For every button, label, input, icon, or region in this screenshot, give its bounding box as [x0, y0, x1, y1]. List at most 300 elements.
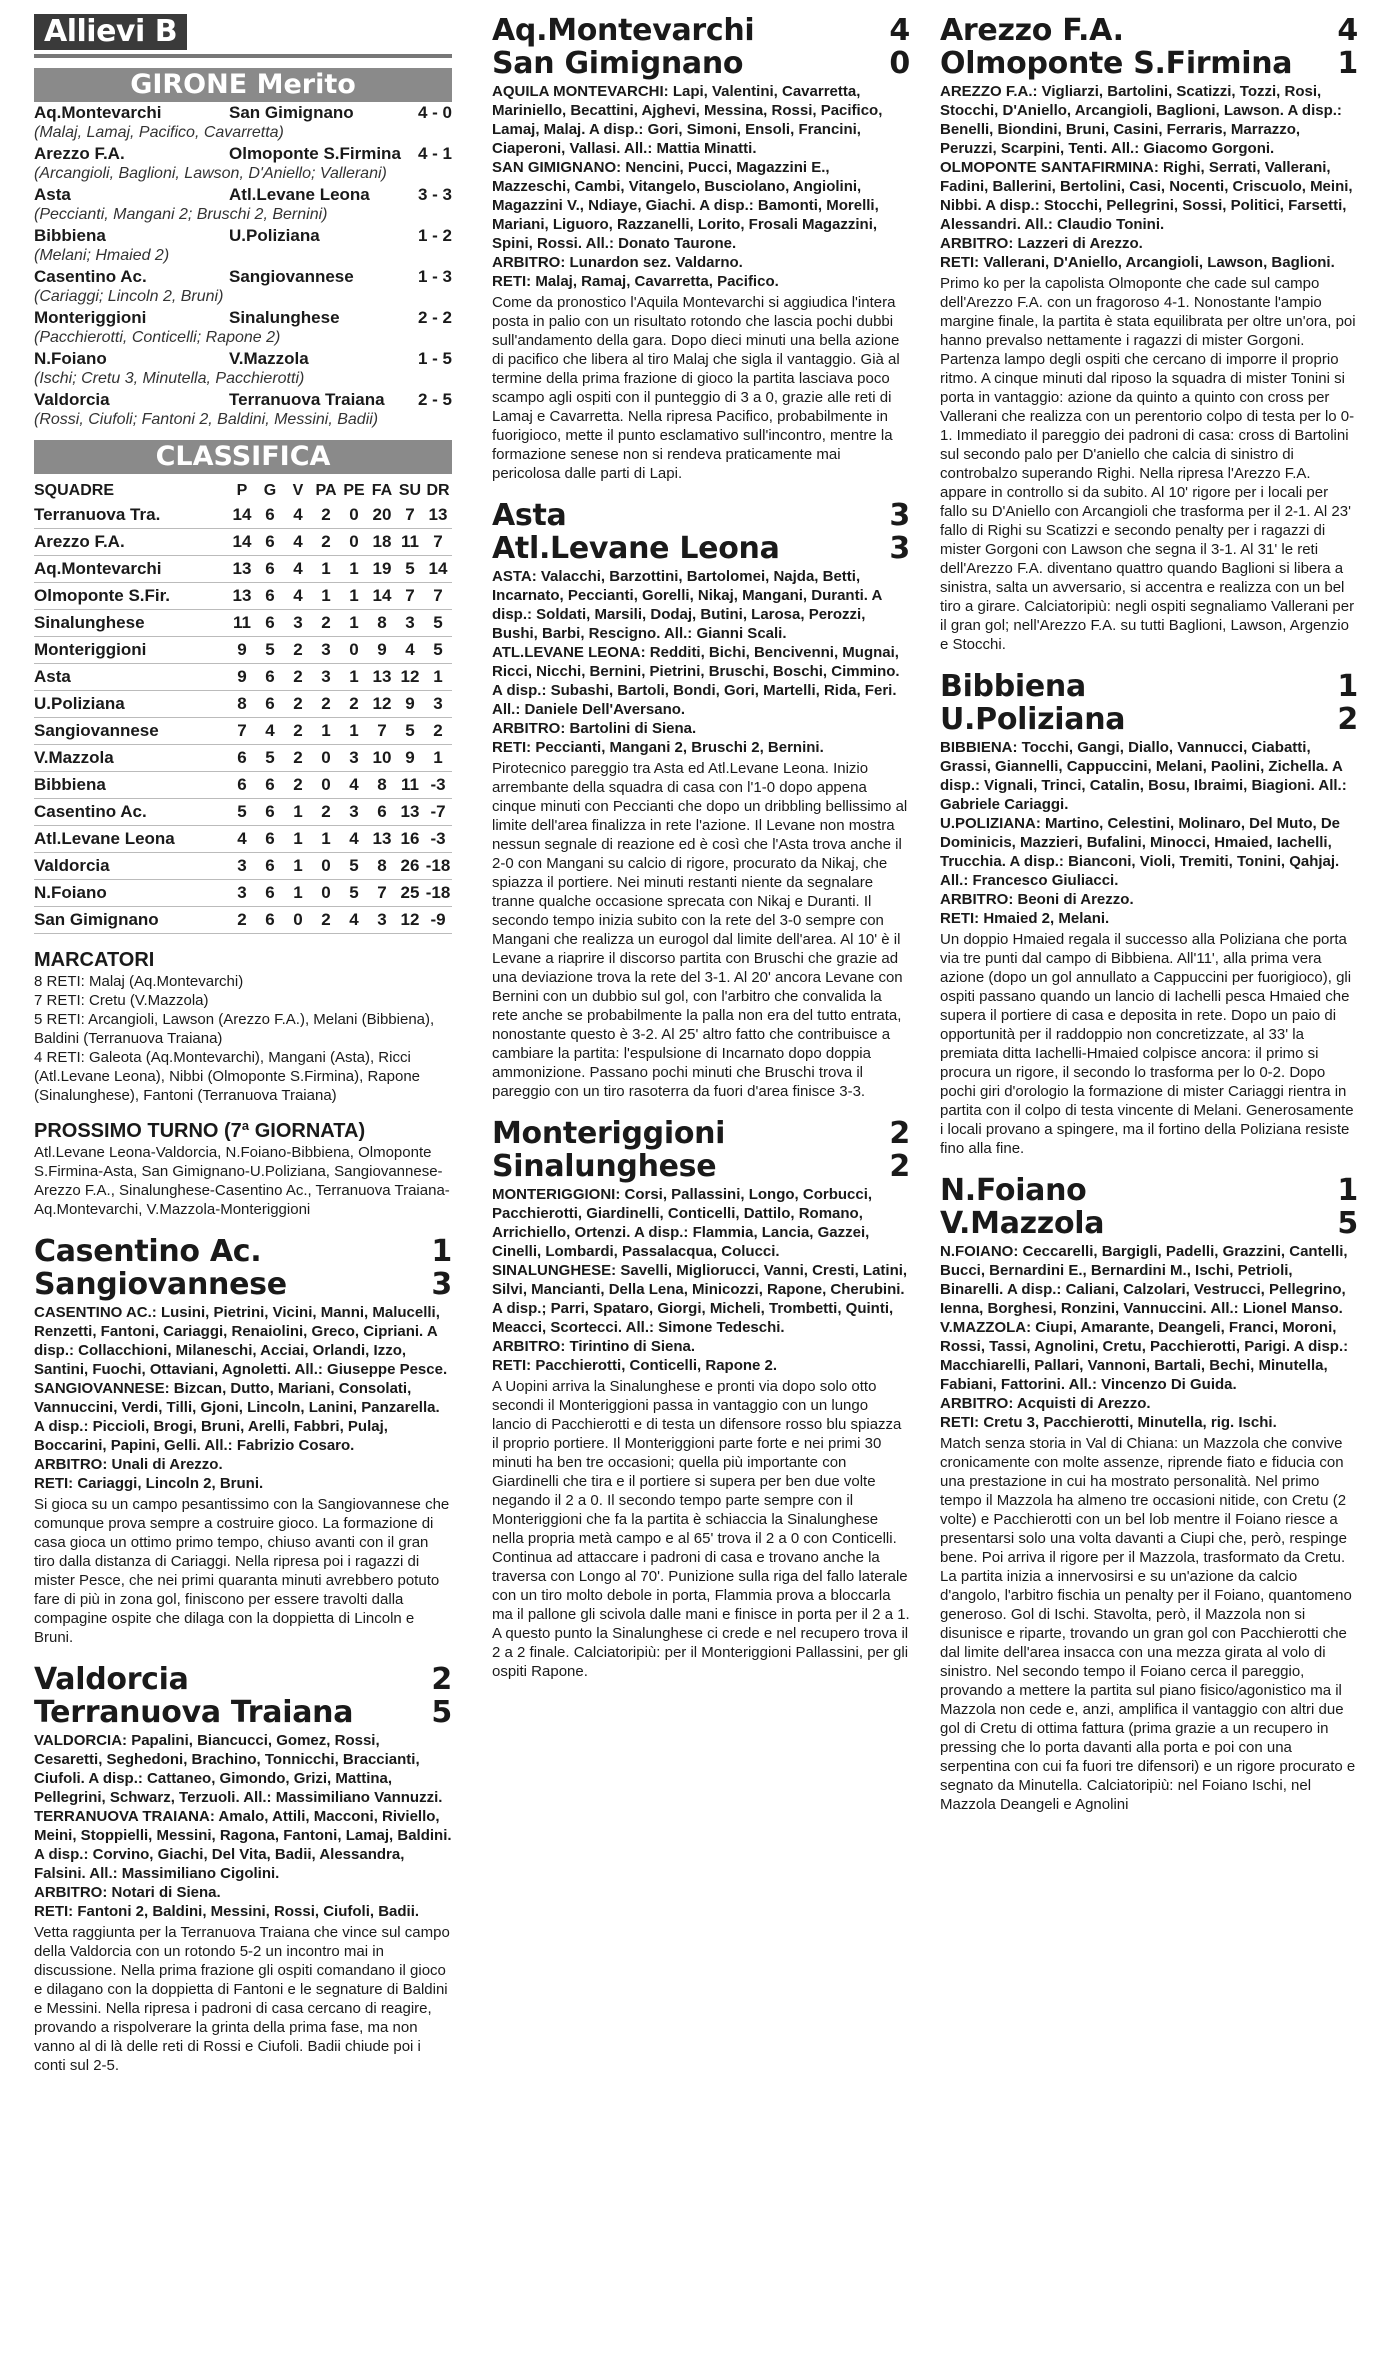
goals: RETI: Malaj, Ramaj, Cavarretta, Pacifico. [492, 273, 779, 290]
column-left [34, 14, 452, 2075]
standings-cell: 1 [340, 664, 368, 691]
standings-cell: 5 [396, 718, 424, 745]
match-away-team: Atl.Levane Leona [492, 532, 780, 565]
standings-cell: 8 [368, 610, 396, 637]
result-away: Sangiovannese [229, 267, 354, 286]
match-away-team: Sinalunghese [492, 1150, 717, 1183]
standings-table [34, 480, 452, 934]
standings-cell: 3 [424, 691, 452, 718]
result-home: N.Foiano [34, 349, 107, 368]
lineup-home: MONTERIGGIONI: Corsi, Pallassini, Longo, Corbucci, Pacchierotti, Giardinelli, Conticelli, Dattilo, Romano, Arrichiello, Ortenzi. A disp.: Flammia, Lancia, Gazzei, Cinelli, Lombardi, Passalacqua, Colucci. [492, 1186, 873, 1260]
table-row [34, 880, 452, 907]
match-away-team: Sangiovannese [34, 1268, 287, 1301]
standings-cell: -18 [424, 880, 452, 907]
standings-cell: 3 [340, 799, 368, 826]
match-report [34, 1235, 452, 1647]
standings-team: Valdorcia [34, 853, 228, 880]
result-score: 4 - 1 [417, 144, 452, 163]
standings-cell: 4 [256, 718, 284, 745]
table-row [34, 529, 452, 556]
standings-header-cell: PA [315, 482, 337, 499]
lineup-away: SANGIOVANNESE: Bizcan, Dutto, Mariani, Consolati, Vannuccini, Verdi, Tilli, Gjoni, Lincoln, Lanini, Panzarella. A disp.: Piccioli, Brogi, Bruni, Arelli, Fabbri, Pulaj, Boccarini, Papini, Gelli. All.: Fabrizio Cosaro. [34, 1380, 440, 1454]
goals: RETI: Pacchierotti, Conticelli, Rapone 2. [492, 1357, 778, 1374]
standings-cell: 14 [424, 556, 452, 583]
match-home-goals: 2 [889, 1116, 910, 1151]
result-away: Atl.Levane Leona [229, 185, 370, 204]
standings-cell: 12 [396, 664, 424, 691]
match-home-goals: 4 [889, 13, 910, 48]
standings-cell: 6 [256, 556, 284, 583]
match-away-row [34, 1696, 452, 1729]
match-home-row [34, 1235, 452, 1268]
marcatori-title: MARCATORI [34, 949, 155, 971]
standings-cell: 0 [284, 907, 312, 934]
match-report-text: Si gioca su un campo pesantissimo con la Sangiovannese che comunque prova sempre a costruire gioco. La formazione di casa gioca un ottimo primo tempo, chiuso avanti con il gran tiro dalla distanza di Cariaggi. Nella ripresa poi i ragazzi di mister Pesce, che nei primi quaranta minuti avrebbero potuto fare di più in zona gol, finiscono per essere travolti dalla compagine ospite che dilaga con la doppietta di Lincoln e Bruni. [34, 1496, 450, 1646]
result-scorers: (Ischi; Cretu 3, Minutella, Pacchierotti) [34, 370, 305, 387]
standings-cell: 2 [312, 610, 340, 637]
table-row [34, 637, 452, 664]
match-away-row [34, 1268, 452, 1301]
result-home: Asta [34, 185, 71, 204]
match-report [492, 14, 910, 483]
standings-cell: 2 [284, 772, 312, 799]
standings-cell: 11 [396, 772, 424, 799]
match-away-row [940, 703, 1358, 736]
standings-cell: 7 [424, 529, 452, 556]
match-report-text: Primo ko per la capolista Olmoponte che cade sul campo dell'Arezzo F.A. con un fragoroso 4-1. Nonostante l'ampio margine finale, la partita è stata equilibrata per oltre un'ora, poi hanno prevalso nettamente i ragazzi di mister Gorgoni. Partenza lampo degli ospiti che cercano di imporre il proprio ritmo. A cinque minuti dal riposo la squadra di mister Tonini si porta in vantaggio: azione da quinto a quinto con cross per Vallerani che realizza con un perentorio colpo di testa per lo 0-1. Immediato il pareggio dei padroni di casa: cross di Bartolini sul secondo palo per D'aniello che calcia di sinistro di controbalzo superando Righi. Nella ripresa l'Arezzo F.A. appare in controllo si da subito. Al 10' rigore per i locali per fallo su D'Aniello con Arcangioli che trasforma per il 2-1. Al 23' fallo di Righi su Scatizzi e secondo penalty per i ragazzi di mister Gorgoni con Lawson che segna il 3-1. Al 31' le reti dell'Arezzo F.A. diventano quattro quando Baglioni si libera a sinistra, salta un avversario, si accentra e realizza con un bel tiro a girare. Calciatoripiù: negli ospiti segnaliamo Vallerani per il gran gol; nell'Arezzo F.A. su tutti Baglioni, Lawson, Argenzio e Stocchi. [940, 275, 1356, 653]
standings-cell: 0 [312, 880, 340, 907]
standings-cell: 13 [424, 502, 452, 529]
standings-cell: 1 [284, 880, 312, 907]
standings-cell: 12 [368, 691, 396, 718]
standings-team: Asta [34, 664, 228, 691]
referee: ARBITRO: Lunardon sez. Valdarno. [492, 254, 743, 271]
standings-header-cell: SQUADRE [34, 482, 115, 499]
standings-cell: 6 [256, 529, 284, 556]
match-report [940, 14, 1358, 654]
result-scorers: (Rossi, Ciufoli; Fantoni 2, Baldini, Messini, Badii) [34, 411, 379, 428]
standings-team: V.Mazzola [34, 745, 228, 772]
standings-cell: 2 [312, 529, 340, 556]
standings-cell: 2 [312, 502, 340, 529]
classifica-title: CLASSIFICA [34, 440, 452, 474]
standings-cell: 13 [396, 799, 424, 826]
prossimo-text: Atl.Levane Leona-Valdorcia, N.Foiano-Bibbiena, Olmoponte S.Firmina-Asta, San Gimignano-U.Poliziana, Sangiovannese-Arezzo F.A., Sinalunghese-Casentino Ac., Terranuova Traiana-Aq.Montevarchi, V.Mazzola-Monteriggioni [34, 1144, 450, 1218]
standings-cell: 9 [396, 745, 424, 772]
lineup-home: N.FOIANO: Ceccarelli, Bargigli, Padelli, Grazzini, Cantelli, Bucci, Bernardini E., Bernardini M., Ischi, Petrioli, Binarelli. A disp.: Caliani, Calzolari, Vestrucci, Pellegrino, Ienna, Borghesi, Ronzini, Vannuccini. All.: Lionel Manso. [940, 1243, 1348, 1317]
result-home: Aq.Montevarchi [34, 103, 162, 122]
divider [34, 54, 452, 58]
standings-cell: 3 [368, 907, 396, 934]
match-home-row [492, 14, 910, 47]
standings-header [34, 480, 452, 502]
standings-cell: 7 [396, 583, 424, 610]
standings-cell: 4 [284, 529, 312, 556]
match-report [492, 1117, 910, 1681]
standings-cell: 6 [256, 799, 284, 826]
match-away-team: San Gimignano [492, 47, 744, 80]
result-scorers: (Arcangioli, Baglioni, Lawson, D'Aniello; Vallerani) [34, 165, 387, 182]
standings-cell: 9 [228, 664, 256, 691]
standings-cell: 6 [228, 745, 256, 772]
goals: RETI: Peccianti, Mangani 2, Bruschi 2, Bernini. [492, 739, 824, 756]
referee: ARBITRO: Bartolini di Siena. [492, 720, 697, 737]
standings-cell: 6 [256, 502, 284, 529]
goals: RETI: Cariaggi, Lincoln 2, Bruni. [34, 1475, 264, 1492]
match-report-text: Un doppio Hmaied regala il successo alla Poliziana che porta via tre punti dal campo di Bibbiena. All'11', alla prima vera azione (dopo un gol annullato a Cappuccini per fuorigioco), gli ospiti passano quando un lancio di Iachelli pesca Hmaied che supera il portiere di casa e deposita in rete. Dopo un paio di opportunità per il raddoppio non concretizzate, al 33' la premiata ditta Iachelli-Hmaied colpisce ancora: il primo si procura un rigore, il secondo lo trasforma per lo 0-2. Dopo pochi giri d'orologio la formazione di mister Cariaggi rientra in partita con il colpo di testa vincente di Melani. Generosamente i locali provano a spingere, ma il fortino della Poliziana resiste fino alla fine. [940, 931, 1354, 1157]
result-scorers: (Peccianti, Mangani 2; Bruschi 2, Bernini) [34, 206, 328, 223]
match-report-text: Match senza storia in Val di Chiana: un Mazzola che convive cronicamente con molte assenze, riprende fiato e fiducia con una prestazione in cui ha mostrato personalità. Nel primo tempo il Mazzola ha almeno tre occasioni nitide, con Cretu (2 volte) e Pacchierotti con un bel lob mentre il Foiano riesce a presentarsi solo una volta davanti a Ciupi che, però, respinge bene. Poi arriva il rigore per il Mazzola, trasformato da Cretu. La partita inizia a innervosirsi e su un'azione da calcio d'angolo, l'arbitro fischia un penalty per il Foiano, quantomeno generoso. Gol di Ischi. Stavolta, però, il Mazzola non si disunisce e riparte, trovando un gran gol con Pacchierotti che dal limite dell'area insacca con una mezza girata al volo di sinistro. Nel secondo tempo il Foiano cerca il pareggio, provando a mettere la partita sul piano fisico/agonistico ma il Mazzola non cede e, anzi, amplifica il vantaggio con altri due gol di Cretu di ottima fattura (prima grazie a un recupero in pressing che lo porta davanti alla porta e poi con una serpentina con cui fa fuori tre difensori) e un rigore procurato e segnato da Minutella. Calciatoripiù: nel Foiano Ischi, nel Mazzola Deangeli e Agnolini [940, 1435, 1356, 1813]
standings-cell: 7 [228, 718, 256, 745]
standings-cell: -18 [424, 853, 452, 880]
result-home: Arezzo F.A. [34, 144, 125, 163]
standings-cell: 2 [228, 907, 256, 934]
standings-cell: 3 [312, 664, 340, 691]
standings-team: Sangiovannese [34, 718, 228, 745]
standings-cell: 1 [340, 718, 368, 745]
standings-team: Olmoponte S.Fir. [34, 583, 228, 610]
result-home: Valdorcia [34, 390, 110, 409]
standings-cell: 4 [340, 907, 368, 934]
standings-team: U.Poliziana [34, 691, 228, 718]
standings-cell: 1 [312, 718, 340, 745]
standings-team: San Gimignano [34, 907, 228, 934]
goals: RETI: Cretu 3, Pacchierotti, Minutella, rig. Ischi. [940, 1414, 1277, 1431]
standings-cell: 8 [368, 853, 396, 880]
standings-cell: 6 [256, 772, 284, 799]
standings-cell: 1 [424, 745, 452, 772]
lineup-away: ATL.LEVANE LEONA: Redditi, Bichi, Bencivenni, Mugnai, Ricci, Nicchi, Bernini, Pietrini, Bruschi, Boschi, Cimmino. A disp.: Subashi, Bartoli, Bondi, Gori, Martelli, Rida, Feri. All.: Daniele Dell'Aversano. [492, 644, 900, 718]
standings-team: Atl.Levane Leona [34, 826, 228, 853]
match-report [940, 670, 1358, 1158]
match-report-text: Vetta raggiunta per la Terranuova Traiana che vince sul campo della Valdorcia con un rotondo 5-2 un incontro mai in discussione. Nella prima frazione gli ospiti comandano il gioco e dilagano con la doppietta di Fantoni e le segnature di Baldini e Messini. Nella ripresa i padroni di casa cercano di reagire, provando a rispolverare la grinta della prima fase, ma non vanno al di là delle reti di Rossi e Ciufoli. Badii chiude poi i conti sul 2-5. [34, 1924, 450, 2074]
standings-cell: 3 [396, 610, 424, 637]
result-row [34, 266, 452, 287]
goals: RETI: Fantoni 2, Baldini, Messini, Rossi, Ciufoli, Badii. [34, 1903, 420, 1920]
referee: ARBITRO: Tirintino di Siena. [492, 1338, 696, 1355]
table-row [34, 502, 452, 529]
match-home-goals: 1 [1337, 669, 1358, 704]
standings-cell: 5 [228, 799, 256, 826]
standings-cell: 1 [424, 664, 452, 691]
match-report [940, 1174, 1358, 1814]
standings-cell: 6 [256, 853, 284, 880]
lineup-away: SINALUNGHESE: Savelli, Migliorucci, Vanni, Cresti, Latini, Silvi, Mancianti, Della Lena, Minicozzi, Rapone, Cherubini. A disp.; Parri, Spataro, Giorgi, Micheli, Trombetti, Quinti, Meacci, Scortecci. All.: Simone Tedeschi. [492, 1262, 908, 1336]
match-away-row [492, 532, 910, 565]
marcatori-list [34, 972, 452, 1105]
column-middle [492, 14, 910, 1681]
lineup-away: V.MAZZOLA: Ciupi, Amarante, Deangeli, Franci, Moroni, Rossi, Tassi, Agnolini, Cretu, Pacchierotti, Parigi. A disp.: Macchiarelli, Pallari, Vannoni, Bartali, Bechi, Minutella, Fabiani, Fattorini. All.: Vincenzo Di Guida. [940, 1319, 1349, 1393]
standings-cell: 7 [368, 880, 396, 907]
standings-cell: 18 [368, 529, 396, 556]
result-away: V.Mazzola [229, 349, 309, 368]
result-home: Casentino Ac. [34, 267, 147, 286]
standings-cell: 6 [256, 826, 284, 853]
marcatori-line: 7 RETI: Cretu (V.Mazzola) [34, 992, 209, 1009]
match-home-team: Asta [492, 499, 567, 532]
match-home-row [940, 1174, 1358, 1207]
match-home-team: Aq.Montevarchi [492, 14, 755, 47]
goals: RETI: Vallerani, D'Aniello, Arcangioli, Lawson, Baglioni. [940, 254, 1335, 271]
match-away-row [492, 1150, 910, 1183]
standings-cell: 19 [368, 556, 396, 583]
table-row [34, 610, 452, 637]
table-row [34, 718, 452, 745]
result-away: U.Poliziana [229, 226, 320, 245]
standings-cell: 11 [396, 529, 424, 556]
match-home-row [34, 1663, 452, 1696]
standings-cell: 2 [424, 718, 452, 745]
standings-header-cell: V [292, 482, 304, 499]
match-report-text: Pirotecnico pareggio tra Asta ed Atl.Levane Leona. Inizio arrembante della squadra di casa con l'1-0 dopo appena cinque minuti con Peccianti che dopo un dribbling bellissimo al limite dell'area finalizza in rete l'azione. Il Levane non mostra nessun segnale di reazione ed è così che l'Asta trova anche il 2-0 con Mangani su calcio di rigore, procurato da Nikaj, che spiazza il portiere. Nei minuti restanti niente da segnalare tranne qualche occasione sprecata con Nikaj e Duranti. Il secondo tempo inizia subito con la rete del 3-0 sempre con Mangani che realizza un eurogol dal limite dell'area. Al 10' è il Levane a riaprire il discorso partita con Bruschi che grazie ad una deviazione trova la rete del 3-1. Al 20' ancora Levane con Bernini con un dubbio sul gol, con l'arbitro che convalida la rete anche se probabilmente la palla non era del tutto entrata, nonostante questo è 3-2. Al 25' altro fatto che contribuisce a cambiare la partita: l'espulsione di Incarnato dopo doppia ammonizione. Passano pochi minuti che Bruschi trova il pareggio con un tiro rasoterra da fuori d'area finisce 3-3. [492, 760, 908, 1100]
standings-cell: 6 [256, 664, 284, 691]
standings-cell: 2 [284, 664, 312, 691]
standings-cell: 1 [340, 583, 368, 610]
match-away-goals: 5 [431, 1695, 452, 1730]
standings-cell: 9 [396, 691, 424, 718]
standings-header-cell: FA [371, 482, 393, 499]
standings-cell: 13 [368, 826, 396, 853]
result-away: Olmoponte S.Firmina [229, 144, 401, 163]
standings-cell: 4 [228, 826, 256, 853]
result-score: 4 - 0 [417, 103, 452, 122]
standings-cell: 3 [312, 637, 340, 664]
standings-cell: 1 [284, 853, 312, 880]
lineup-away: SAN GIMIGNANO: Nencini, Pucci, Magazzini E., Mazzeschi, Cambi, Vitangelo, Busciolano, Angiolini, Magazzini V., Ndiaye, Giachi. A disp.: Bamonti, Morelli, Mariani, Liguoro, Razzanelli, Lorito, Frosali Magazzini, Spini, Rossi. All.: Donato Taurone. [492, 159, 879, 252]
standings-cell: 8 [228, 691, 256, 718]
match-away-goals: 2 [1337, 702, 1358, 737]
result-row [34, 348, 452, 369]
standings-team: Casentino Ac. [34, 799, 228, 826]
lineup-home: BIBBIENA: Tocchi, Gangi, Diallo, Vannucci, Ciabatti, Grassi, Giannelli, Cappuccini, Melani, Paolini, Zichella. A disp.: Vignali, Trinci, Catalin, Bosu, Ibraimi, Biagioni. All.: Gabriele Cariaggi. [940, 739, 1347, 813]
result-row [34, 143, 452, 164]
lineup-away: OLMOPONTE SANTAFIRMINA: Righi, Serrati, Vallerani, Fadini, Ballerini, Bertolini, Casi, Nocenti, Criscuolo, Meini, Nibbi. A disp.: Stocchi, Pellegrini, Sossi, Politici, Farsetti, Alessandri. All.: Claudio Tonini. [940, 159, 1353, 233]
result-row [34, 225, 452, 246]
standings-cell: 6 [256, 880, 284, 907]
match-home-goals: 3 [889, 498, 910, 533]
standings-cell: 3 [340, 745, 368, 772]
standings-cell: 2 [312, 691, 340, 718]
referee: ARBITRO: Unali di Arezzo. [34, 1456, 223, 1473]
standings-cell: 1 [340, 556, 368, 583]
match-home-team: N.Foiano [940, 1174, 1087, 1207]
standings-cell: 9 [368, 637, 396, 664]
standings-cell: 0 [340, 502, 368, 529]
result-score: 1 - 2 [417, 226, 452, 245]
match-home-team: Arezzo F.A. [940, 14, 1124, 47]
match-away-goals: 3 [431, 1267, 452, 1302]
standings-cell: 1 [312, 826, 340, 853]
standings-cell: 2 [312, 907, 340, 934]
match-home-team: Casentino Ac. [34, 1235, 262, 1268]
match-away-goals: 1 [1337, 46, 1358, 81]
match-away-team: V.Mazzola [940, 1207, 1105, 1240]
standings-cell: 20 [368, 502, 396, 529]
standings-cell: 14 [228, 529, 256, 556]
match-home-team: Valdorcia [34, 1663, 189, 1696]
result-away: Sinalunghese [229, 308, 340, 327]
match-home-goals: 1 [431, 1234, 452, 1269]
result-row [34, 102, 452, 123]
standings-cell: 6 [368, 799, 396, 826]
standings-body [34, 502, 452, 934]
result-away: Terranuova Traiana [229, 390, 385, 409]
result-scorers: (Melani; Hmaied 2) [34, 247, 170, 264]
result-score: 3 - 3 [417, 185, 452, 204]
standings-cell: 13 [228, 583, 256, 610]
marcatori-line: 8 RETI: Malaj (Aq.Montevarchi) [34, 973, 244, 990]
result-score: 2 - 5 [417, 390, 452, 409]
table-row [34, 556, 452, 583]
marcatori-line: 5 RETI: Arcangioli, Lawson (Arezzo F.A.), Melani (Bibbiena), Baldini (Terranuova Traiana) [34, 1011, 435, 1047]
match-home-team: Monteriggioni [492, 1117, 726, 1150]
standings-cell: 5 [424, 610, 452, 637]
standings-cell: 0 [312, 745, 340, 772]
table-row [34, 826, 452, 853]
standings-cell: 5 [396, 556, 424, 583]
lineup-home: AREZZO F.A.: Vigliarzi, Bartolini, Scatizzi, Tozzi, Rosi, Stocchi, D'Aniello, Arcangioli, Baglioni, Lawson. A disp.: Benelli, Biondini, Bruni, Casini, Ferraris, Marrazzo, Peruzzi, Scarpini, Tenti. All.: Giacomo Gorgoni. [940, 83, 1342, 157]
standings-cell: 14 [368, 583, 396, 610]
standings-cell: 0 [340, 529, 368, 556]
table-row [34, 853, 452, 880]
standings-cell: 3 [284, 610, 312, 637]
table-row [34, 691, 452, 718]
column-right [940, 14, 1358, 1814]
match-home-goals: 4 [1337, 13, 1358, 48]
table-row [34, 799, 452, 826]
standings-header-cell: PE [343, 482, 365, 499]
match-away-goals: 5 [1337, 1206, 1358, 1241]
standings-cell: 6 [228, 772, 256, 799]
standings-cell: 2 [340, 691, 368, 718]
match-reports-left [34, 1235, 452, 2075]
standings-cell: 1 [312, 583, 340, 610]
table-row [34, 907, 452, 934]
standings-header-cell: DR [426, 482, 450, 499]
standings-cell: 13 [228, 556, 256, 583]
standings-cell: 2 [284, 745, 312, 772]
standings-cell: 4 [340, 826, 368, 853]
match-away-goals: 3 [889, 531, 910, 566]
lineup-home: AQUILA MONTEVARCHI: Lapi, Valentini, Cavarretta, Mariniello, Becattini, Ajghevi, Messina, Rossi, Pacifico, Lamaj, Malaj. A disp.: Gori, Simoni, Ensoli, Francini, Ciaperoni, Vallasi. All.: Mattia Minatti. [492, 83, 883, 157]
standings-cell: 10 [368, 745, 396, 772]
results-list [34, 102, 452, 430]
standings-cell: 6 [256, 907, 284, 934]
standings-team: N.Foiano [34, 880, 228, 907]
girone-title: GIRONE Merito [34, 68, 452, 102]
match-away-row [492, 47, 910, 80]
standings-cell: 13 [368, 664, 396, 691]
result-row [34, 184, 452, 205]
standings-cell: 7 [396, 502, 424, 529]
lineup-home: CASENTINO AC.: Lusini, Pietrini, Vicini, Manni, Malucelli, Renzetti, Fantoni, Cariaggi, Renaiolini, Greco, Cipriani. A disp.: Collacchioni, Milaneschi, Acciai, Orlandi, Izzo, Santini, Fuochi, Ottaviani, Agnoletti. All.: Giuseppe Pesce. [34, 1304, 448, 1378]
prossimo-title: PROSSIMO TURNO (7ª GIORNATA) [34, 1120, 366, 1142]
match-away-goals: 2 [889, 1149, 910, 1184]
standings-cell: 11 [228, 610, 256, 637]
standings-team: Terranuova Tra. [34, 502, 228, 529]
standings-cell: 14 [228, 502, 256, 529]
standings-cell: 25 [396, 880, 424, 907]
standings-cell: 0 [312, 853, 340, 880]
match-away-row [940, 47, 1358, 80]
match-away-team: Terranuova Traiana [34, 1696, 354, 1729]
result-score: 1 - 5 [417, 349, 452, 368]
result-home: Monteriggioni [34, 308, 147, 327]
goals: RETI: Hmaied 2, Melani. [940, 910, 1110, 927]
referee: ARBITRO: Acquisti di Arezzo. [940, 1395, 1151, 1412]
standings-team: Sinalunghese [34, 610, 228, 637]
table-row [34, 745, 452, 772]
standings-team: Monteriggioni [34, 637, 228, 664]
standings-cell: -3 [424, 826, 452, 853]
standings-cell: 2 [284, 718, 312, 745]
result-scorers: (Malaj, Lamaj, Pacifico, Cavarretta) [34, 124, 284, 141]
standings-cell: 5 [256, 745, 284, 772]
standings-cell: 4 [284, 502, 312, 529]
lineup-away: TERRANUOVA TRAIANA: Amalo, Attili, Macconi, Riviello, Meini, Stoppielli, Messini, Ragona, Fantoni, Lamaj, Baldini. A disp.: Corvino, Giachi, Del Vita, Badii, Alessandra, Falsini. All.: Massimiliano Cigolini. [34, 1808, 452, 1882]
standings-cell: 0 [312, 772, 340, 799]
standings-cell: 4 [284, 583, 312, 610]
standings-cell: 7 [368, 718, 396, 745]
result-scorers: (Cariaggi; Lincoln 2, Bruni) [34, 288, 224, 305]
match-home-row [492, 1117, 910, 1150]
table-row [34, 772, 452, 799]
standings-cell: 5 [424, 637, 452, 664]
lineup-home: VALDORCIA: Papalini, Biancucci, Gomez, Rossi, Cesaretti, Seghedoni, Brachino, Tonnicchi, Bracciantі, Ciufoli. A disp.: Cattaneo, Gimondo, Grizi, Mattina, Pellegrini, Schwarz, Terzuoli. All.: Massimiliano Vannuzzi. [34, 1732, 443, 1806]
lineup-home: ASTA: Valacchi, Barzottini, Bartolomei, Najda, Betti, Incarnato, Peccianti, Gorelli, Nikaj, Mangani, Duranti. A disp.: Soldati, Marsili, Dodaj, Butini, Larosa, Perozzi, Bushi, Barbi, Rescigno. All.: Gianni Scali. [492, 568, 882, 642]
standings-team: Aq.Montevarchi [34, 556, 228, 583]
standings-cell: 3 [228, 880, 256, 907]
result-home: Bibbiena [34, 226, 106, 245]
result-row [34, 389, 452, 410]
standings-cell: -7 [424, 799, 452, 826]
standings-cell: 6 [256, 610, 284, 637]
referee: ARBITRO: Beoni di Arezzo. [940, 891, 1134, 908]
match-away-row [940, 1207, 1358, 1240]
match-report [34, 1663, 452, 2075]
result-score: 2 - 2 [417, 308, 452, 327]
standings-cell: 26 [396, 853, 424, 880]
match-home-goals: 2 [431, 1662, 452, 1697]
standings-cell: -3 [424, 772, 452, 799]
standings-header-cell: P [236, 482, 248, 499]
standings-header-cell: G [263, 482, 277, 499]
standings-cell: 0 [340, 637, 368, 664]
marcatori-line: 4 RETI: Galeota (Aq.Montevarchi), Mangani (Asta), Ricci (Atl.Levane Leona), Nibbi (Olmoponte S.Firmina), Rapone (Sinalunghese), Fantoni (Terranuova Traiana) [34, 1049, 421, 1104]
table-row [34, 664, 452, 691]
standings-team: Arezzo F.A. [34, 529, 228, 556]
table-row [34, 583, 452, 610]
result-scorers: (Pacchierotti, Conticelli; Rapone 2) [34, 329, 281, 346]
match-report-text: Come da pronostico l'Aquila Montevarchi si aggiudica l'intera posta in palio con un risultato rotondo che lascia pochi dubbi sull'andamento della gara. Dopo dieci minuti una bella azione di pacifico che libera al tiro Malaj che sigla il vantaggio. Già al termine della prima frazione di gioco la partita lasciava poco scampo agli ospiti con il punteggio di 3 a 0, grazie alle reti di Lamaj e Cavarretta. Nella ripresa Pacifico, probabilmente in fuorigioco, mette il punto esclamativo sull'incontro, mentre la formazione senese non si rendeva praticamente mai pericolosa dalle parti di Lapi. [492, 294, 900, 482]
standings-cell: 3 [228, 853, 256, 880]
match-away-team: Olmoponte S.Firmina [940, 47, 1293, 80]
standings-cell: 2 [284, 637, 312, 664]
standings-cell: 7 [424, 583, 452, 610]
standings-team: Bibbiena [34, 772, 228, 799]
standings-cell: 2 [312, 799, 340, 826]
match-home-row [940, 14, 1358, 47]
match-home-row [940, 670, 1358, 703]
standings-cell: 6 [256, 691, 284, 718]
standings-header-cell: SU [398, 482, 422, 499]
match-home-team: Bibbiena [940, 670, 1086, 703]
match-report [492, 499, 910, 1101]
match-home-row [492, 499, 910, 532]
standings-cell: 1 [284, 826, 312, 853]
standings-cell: 4 [396, 637, 424, 664]
standings-cell: 1 [340, 610, 368, 637]
